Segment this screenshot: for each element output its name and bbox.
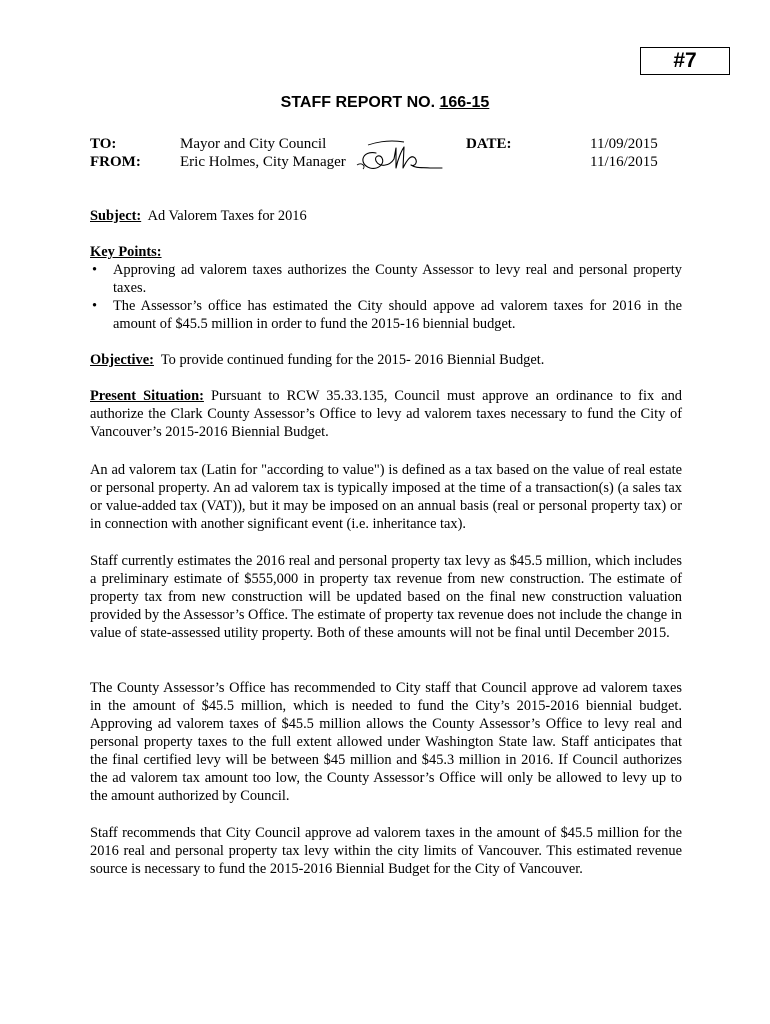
- present-situation-text: Pursuant to RCW 35.33.135, Council must approve an ordinance to fix and authorize the Clark County Assessor’s Office to levy ad valorem taxes necessary to fund the City of Vancouver’s 2015-2016 Biennial Budget.: [90, 388, 682, 440]
- present-situation-paragraph: [90, 387, 682, 441]
- signature-image: [352, 134, 444, 176]
- report-title-prefix: STAFF REPORT NO.: [280, 94, 440, 111]
- list-item: [90, 261, 682, 297]
- date-label: DATE:: [466, 136, 512, 152]
- from-value: Eric Holmes, City Manager: [180, 154, 346, 170]
- key-point-text: The Assessor’s office has estimated the City should appove ad valorem taxes for 2016 in the amount of $45.5 million in order to fund the 2015-16 biennial budget.: [113, 298, 682, 332]
- report-title: [0, 94, 770, 112]
- agenda-item-number: #7: [640, 47, 730, 75]
- objective-text: To provide continued funding for the 2015- 2016 Biennial Budget.: [160, 352, 545, 368]
- date-value-1: 11/09/2015: [590, 136, 658, 152]
- objective-label: Objective:: [90, 352, 154, 368]
- body-paragraph: An ad valorem tax (Latin for "according to value") is defined as a tax based on the value of real estate or personal property. An ad valorem tax is typically imposed at the time of a transaction(s) (a sales tax or value-added tax (VAT)), but it may be imposed on an annual basis (real or personal property tax) or in connection with another significant event (i.e. inheritance tax).: [90, 462, 682, 532]
- bullet-icon: •: [92, 262, 98, 278]
- key-point-text: Approving ad valorem taxes authorizes the County Assessor to levy real and personal property taxes.: [113, 262, 682, 296]
- list-item: [90, 297, 682, 333]
- present-situation-label: Present Situation:: [90, 388, 204, 404]
- report-number: 166-15: [439, 94, 490, 111]
- key-points-label: Key Points:: [90, 244, 162, 260]
- subject-text: Ad Valorem Taxes for 2016: [147, 208, 307, 224]
- body-paragraph: Staff currently estimates the 2016 real and personal property tax levy as $45.5 million, which includes a preliminary estimate of $555,000 in property tax revenue from new construction. The estimate of property tax from new construction will be updated based on the final new construction valuation provided by the Assessor’s Office. The estimate of property tax revenue does not include the change in value of state-assessed utility property. Both of these amounts will not be final until December 2015.: [90, 553, 682, 641]
- to-label: TO:: [90, 136, 117, 152]
- subject-line: [90, 207, 682, 225]
- to-value: Mayor and City Council: [180, 136, 327, 152]
- key-points-list: [90, 261, 682, 333]
- bullet-icon: •: [92, 298, 98, 314]
- body-paragraph: Staff recommends that City Council approve ad valorem taxes in the amount of $45.5 million for the 2016 real and personal property tax levy within the city limits of Vancouver. This estimated revenue source is necessary to fund the 2015-2016 Biennial Budget for the City of Vancouver.: [90, 825, 682, 877]
- body-paragraph: The County Assessor’s Office has recommended to City staff that Council approve ad valorem taxes in the amount of $45.5 million, which is needed to fund the City’s 2015-2016 biennial budget. Approving ad valorem taxes of $45.5 million allows the County Assessor’s Office to levy real and personal property taxes to the full extent allowed under Washington State law. Staff anticipates that the final certified levy will be between $45 million and $45.3 million in 2016. If Council authorizes the ad valorem tax amount too low, the County Assessor’s Office will only be allowed to levy up to the amount authorized by Council.: [90, 680, 682, 804]
- from-label: FROM:: [90, 154, 141, 170]
- objective-line: [90, 351, 682, 369]
- date-value-2: 11/16/2015: [590, 154, 658, 170]
- key-points-section: [90, 243, 682, 333]
- subject-label: Subject:: [90, 208, 142, 224]
